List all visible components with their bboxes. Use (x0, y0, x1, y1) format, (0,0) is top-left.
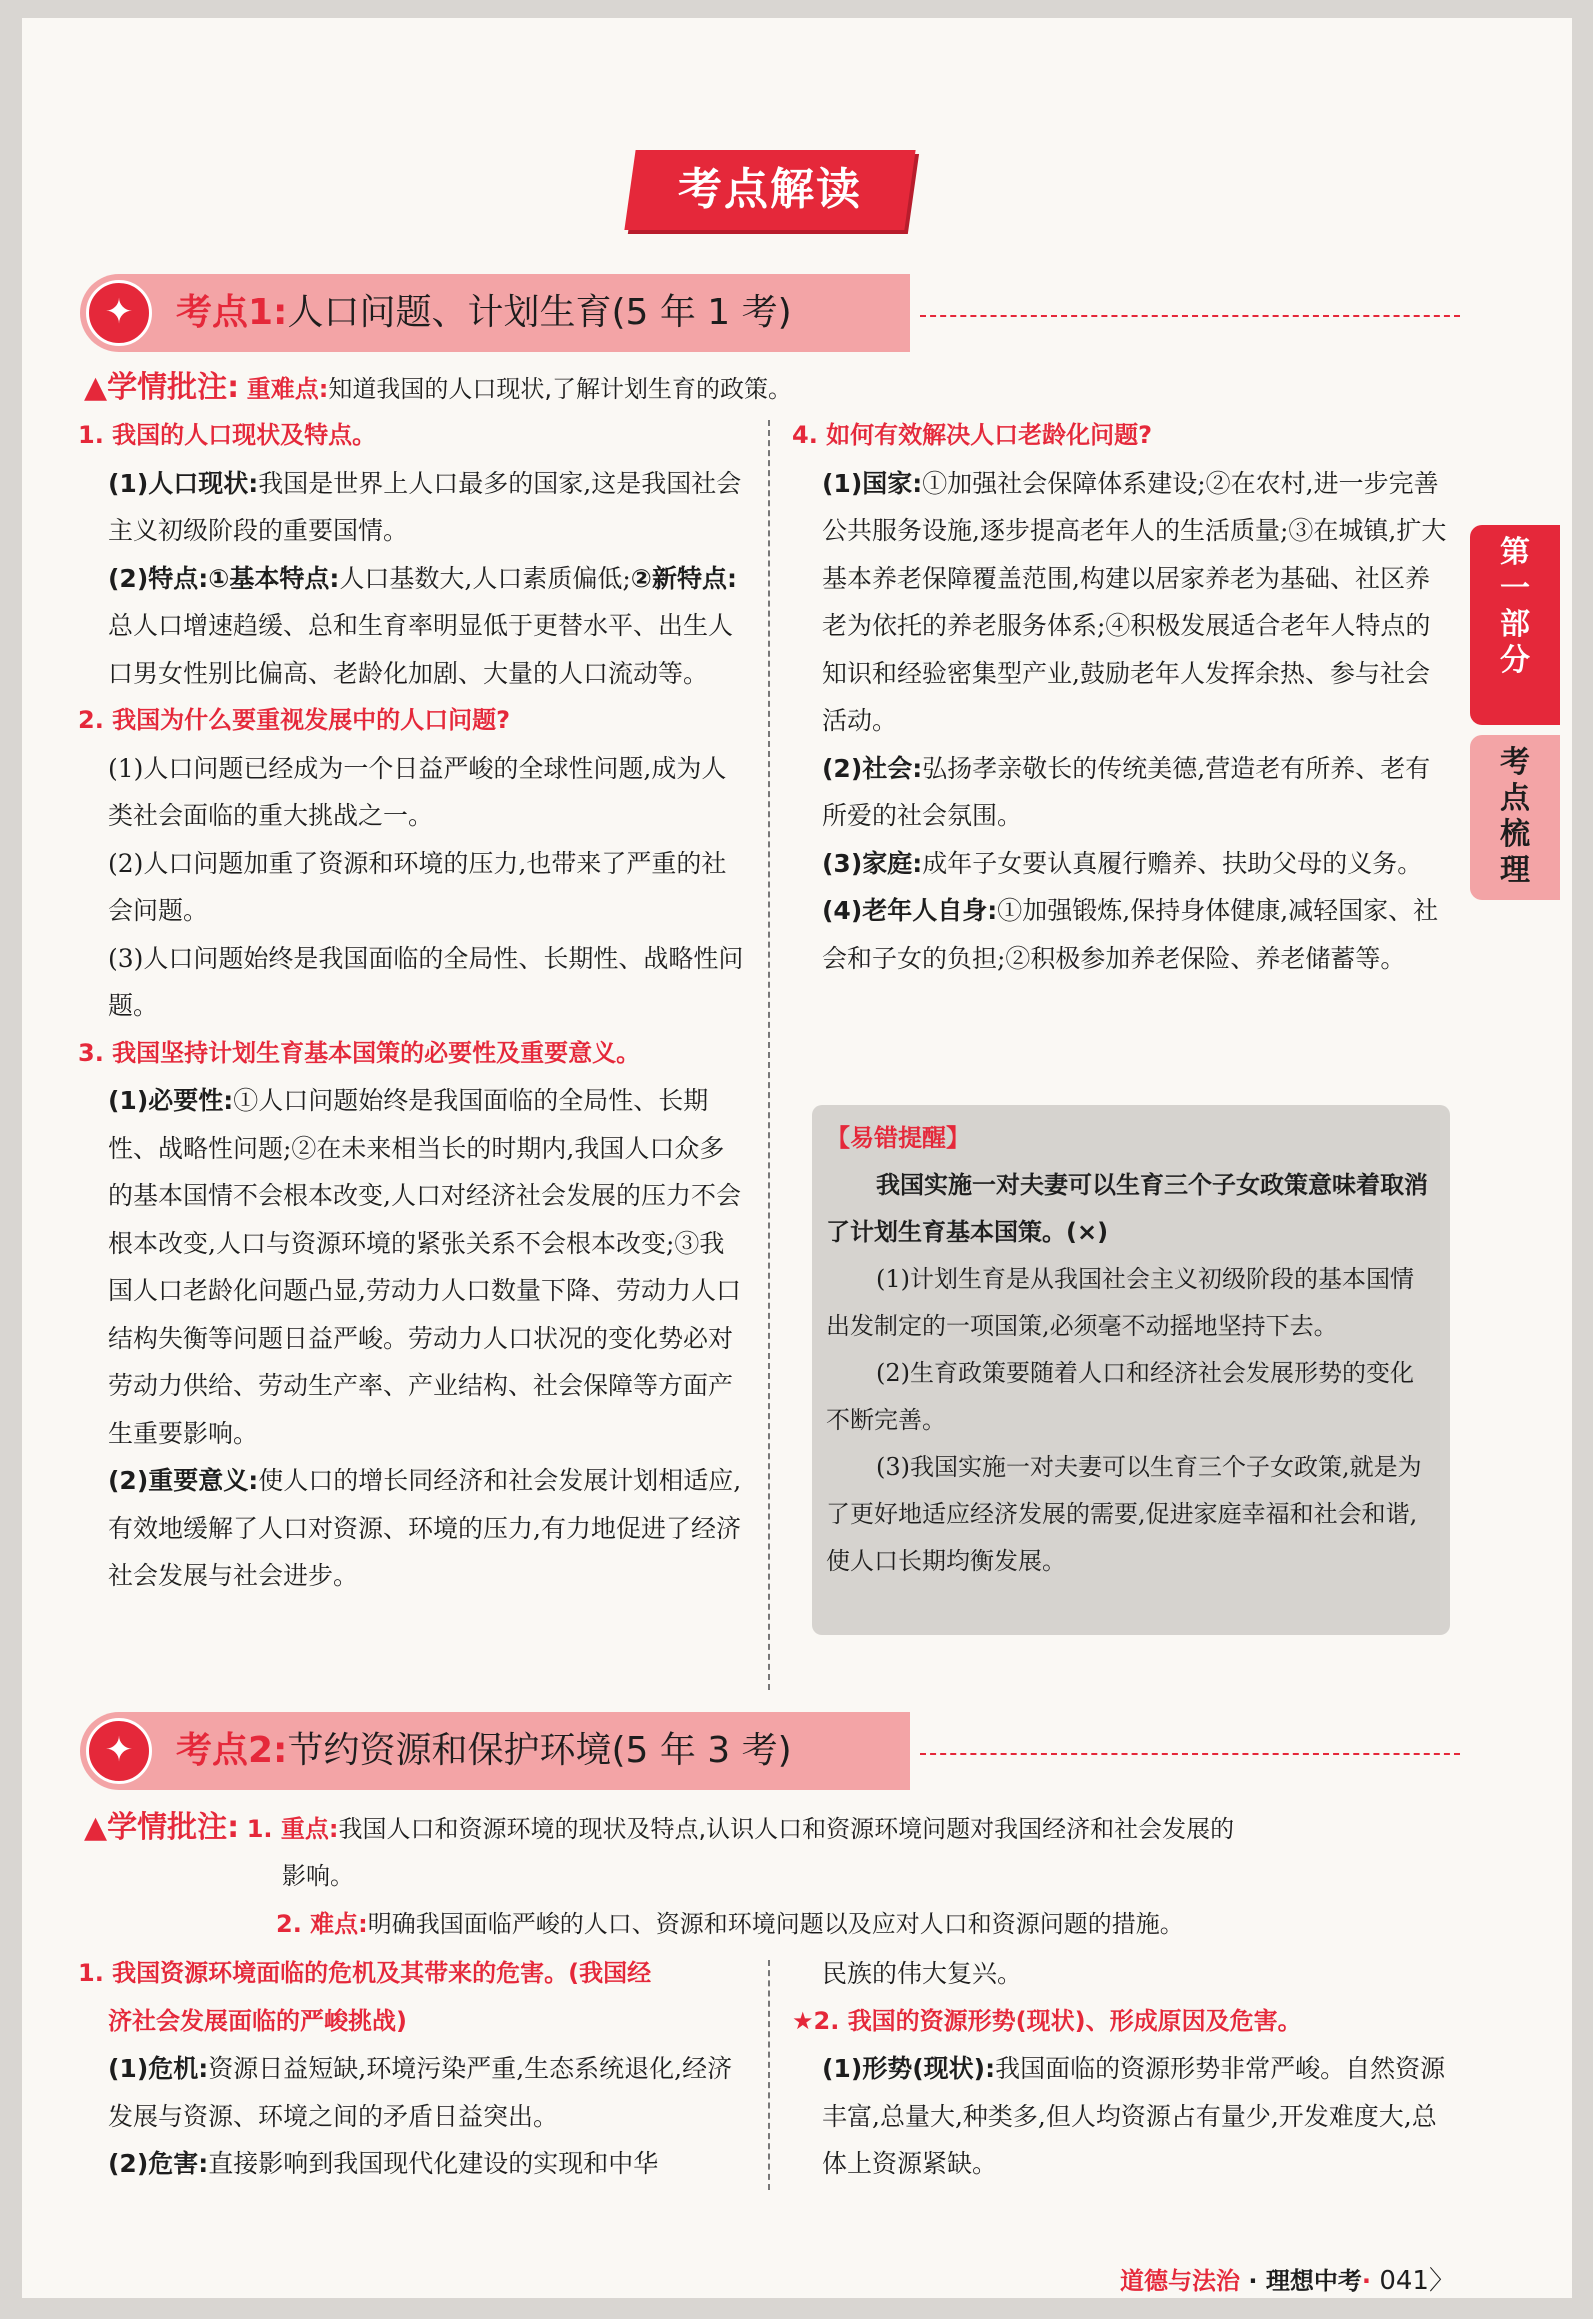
tip-paragraph: (2)生育政策要随着人口和经济社会发展形势的变化不断完善。 (826, 1359, 1414, 1434)
section2-divider (920, 1753, 1460, 1755)
section2-header (80, 1712, 910, 1790)
page-number: 041 (1379, 2266, 1429, 2296)
paragraph: (1)形势(现状):我国面临的资源形势非常严峻。自然资源丰富,总量大,种类多,但人均资源占有量少,开发难度大,总体上资源紧缺。 (822, 2054, 1446, 2178)
section2-label: 考点2: (176, 1730, 288, 1771)
side-tab-part[interactable]: 第一部分 (1470, 525, 1560, 725)
paragraph: (2)重要意义:使人口的增长同经济和社会发展计划相适应,有效地缓解了人口对资源、环境的压力,有力地促进了经济社会发展与社会进步。 (108, 1466, 742, 1590)
tip-statement: 我国实施一对夫妻可以生育三个子女政策意味着取消了计划生育基本国策。(×) (826, 1171, 1428, 1246)
section2-note: ▲学情批注: 1. 重点:我国人口和资源环境的现状及特点,认识人口和资源环境问题对我国经济和社会发展的 (84, 1810, 1235, 1845)
compass-icon: ✦ (86, 1718, 152, 1784)
section2-right-column (792, 1950, 1452, 2188)
paragraph: (2)特点:①基本特点:人口基数大,人口素质偏低;②新特点:总人口增速趋缓、总和生育率明显低于更替水平、出生人口男女性别比偏高、老龄化加剧、大量的人口流动等。 (108, 563, 737, 688)
paragraph: (2)人口问题加重了资源和环境的压力,也带来了严重的社会问题。 (108, 848, 727, 925)
section2-note-cont: 影响。 (282, 1862, 354, 1890)
banner-title: 考点解读 (678, 164, 862, 215)
question-heading: 1. 我国资源环境面临的危机及其带来的危害。(我国经 (78, 1959, 652, 1987)
column-divider (768, 420, 770, 1690)
question-heading-cont: 济社会发展面临的严峻挑战) (108, 2006, 407, 2035)
paragraph: (1)危机:资源日益短缺,环境污染严重,生态系统退化,经济发展与资源、环境之间的矛盾日益突出。 (108, 2054, 733, 2131)
section1-note: ▲学情批注: 重难点:知道我国的人口现状,了解计划生育的政策。 (84, 370, 792, 405)
question-heading: ★2. 我国的资源形势(现状)、形成原因及危害。 (792, 2006, 1302, 2035)
tip-paragraph: (1)计划生育是从我国社会主义初级阶段的基本国情出发制定的一项国策,必须毫不动摇地坚持下去。 (826, 1265, 1414, 1340)
tip-tag: 【易错提醒】 (826, 1124, 970, 1152)
section1-label: 考点1: (176, 292, 288, 333)
paragraph: (1)国家:①加强社会保障体系建设;②在农村,进一步完善公共服务设施,逐步提高老年人的生活质量;③在城镇,扩大基本养老保障覆盖范围,构建以居家养老为基础、社区养老为依托的养老服务体系;④积极发展适合老年人特点的知识和经验密集型产业,鼓励老年人发挥余热、参与社会活动。 (822, 468, 1447, 735)
paragraph: (2)危害:直接影响到我国现代化建设的实现和中华 (108, 2149, 659, 2178)
section1-header (80, 274, 910, 352)
question-heading: 4. 如何有效解决人口老龄化问题? (792, 421, 1153, 449)
footer-series: 理想中考 (1265, 2267, 1362, 2295)
question-heading: 1. 我国的人口现状及特点。 (78, 421, 377, 449)
paragraph: (4)老年人自身:①加强锻炼,保持身体健康,减轻国家、社会和子女的负担;②积极参加养老保险、养老储蓄等。 (822, 896, 1439, 973)
paragraph: (1)人口问题已经成为一个日益严峻的全球性问题,成为人类社会面临的重大挑战之一。 (108, 753, 727, 830)
column-divider (768, 1960, 770, 2190)
paragraph: (1)必要性:①人口问题始终是我国面临的全局性、长期性、战略性问题;②在未来相当长的时期内,我国人口众多的基本国情不会根本改变,人口对经济社会发展的压力不会根本改变,人口与资源环境的紧张关系不会根本改变;③我国人口老龄化问题凸显,劳动力人口数量下降、劳动力人口结构失衡等问题日益严峻。劳动力人口状况的变化势必对劳动力供给、劳动生产率、产业结构、社会保障等方面产生重要影响。 (108, 1086, 741, 1448)
question-heading: 3. 我国坚持计划生育基本国策的必要性及重要意义。 (78, 1038, 641, 1067)
section2-title: 节约资源和保护环境(5 年 3 考) (287, 1730, 792, 1771)
section2-note2: 2. 难点:明确我国面临严峻的人口、资源和环境问题以及应对人口和资源问题的措施。 (276, 1910, 1184, 1938)
section1-left-column (78, 412, 746, 1600)
paragraph: (1)人口现状:我国是世界上人口最多的国家,这是我国社会主义初级阶段的重要国情。 (108, 468, 742, 545)
tip-paragraph: (3)我国实施一对夫妻可以生育三个子女政策,就是为了更好地适应经济发展的需要,促进家庭幸福和社会和谐,使人口长期均衡发展。 (826, 1453, 1422, 1575)
section1-title: 人口问题、计划生育(5 年 1 考) (287, 292, 792, 333)
paragraph: (3)家庭:成年子女要认真履行赡养、扶助父母的义务。 (822, 848, 1423, 878)
paragraph: 民族的伟大复兴。 (822, 1959, 1023, 1988)
section1-divider (920, 315, 1460, 317)
section-banner (624, 150, 915, 230)
section1-right-column (792, 412, 1452, 982)
section2-left-column (78, 1950, 746, 2188)
paragraph: (2)社会:弘扬孝亲敬长的传统美德,营造老有所养、老有所爱的社会氛围。 (822, 753, 1431, 830)
error-tip-box (812, 1105, 1450, 1635)
side-tab-topic[interactable]: 考点梳理 (1470, 735, 1560, 900)
question-heading: 2. 我国为什么要重视发展中的人口问题? (78, 706, 511, 734)
paragraph: (3)人口问题始终是我国面临的全局性、长期性、战略性问题。 (108, 943, 744, 1020)
compass-icon: ✦ (86, 280, 152, 346)
page-footer: 道德与法治 · 理想中考· 041〉 (1120, 2266, 1455, 2296)
footer-subject: 道德与法治 (1120, 2267, 1240, 2295)
